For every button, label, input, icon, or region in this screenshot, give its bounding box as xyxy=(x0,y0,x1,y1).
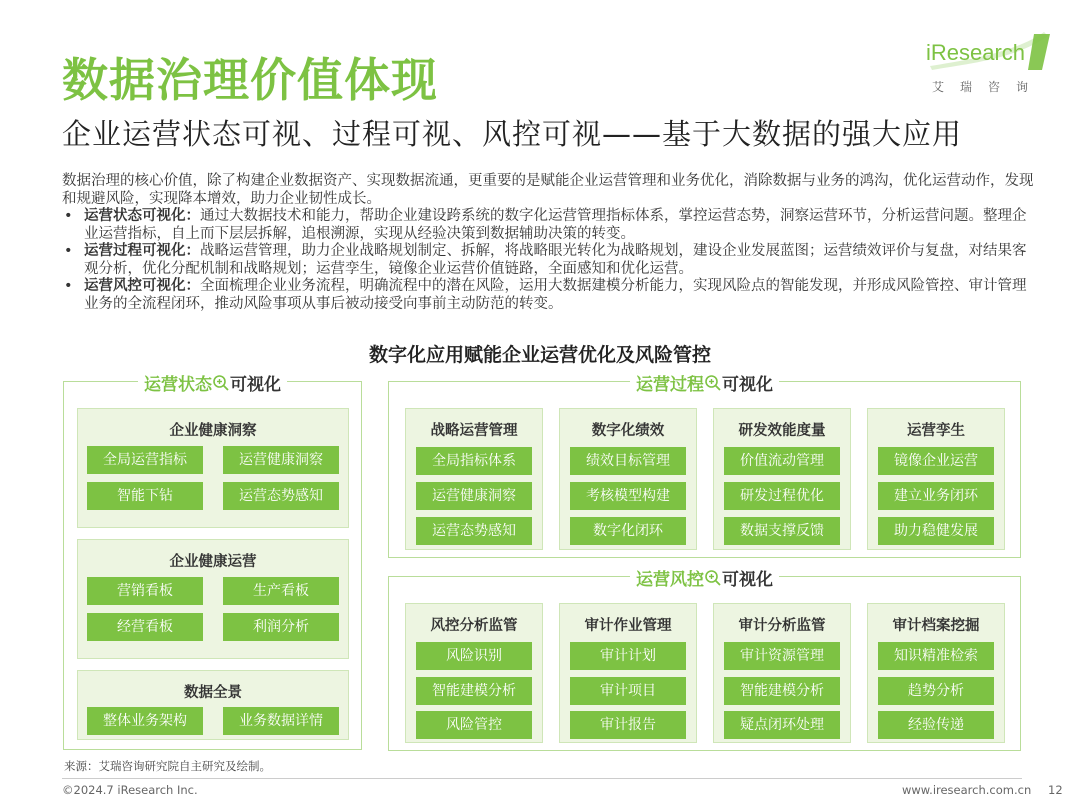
feature-chip: 绩效目标管理 xyxy=(570,447,686,475)
feature-chip: 审计资源管理 xyxy=(724,642,840,670)
logo-cn: 艾瑞咨询 xyxy=(932,80,1045,94)
feature-chip: 运营健康洞察 xyxy=(223,446,339,474)
feature-chip: 考核模型构建 xyxy=(570,482,686,510)
group-card xyxy=(713,603,851,743)
feature-chip: 智能下钻 xyxy=(87,482,203,510)
bullet-item xyxy=(62,243,1037,278)
feature-chip: 镜像企业运营 xyxy=(878,447,994,475)
iresearch-logo xyxy=(924,30,1054,100)
copyright: ©2024.7 iResearch Inc. xyxy=(62,783,198,797)
group-title: 企业健康运营 xyxy=(169,554,257,570)
panel-head-label: 运营状态 xyxy=(144,375,212,395)
feature-chip: 价值流动管理 xyxy=(724,447,840,475)
group-title: 研发效能度量 xyxy=(738,423,826,439)
bullet-dot: • xyxy=(64,278,73,294)
group-title: 运营孪生 xyxy=(907,423,965,439)
panel-head-suffix: 可视化 xyxy=(230,375,281,395)
feature-chip: 研发过程优化 xyxy=(724,482,840,510)
feature-chip: 疑点闭环处理 xyxy=(724,711,840,739)
group-title: 数据全景 xyxy=(184,685,242,701)
feature-chip: 风险管控 xyxy=(416,711,532,739)
group-title: 审计作业管理 xyxy=(584,618,672,634)
feature-chip: 运营健康洞察 xyxy=(416,482,532,510)
feature-chip: 全局运营指标 xyxy=(87,446,203,474)
feature-chip: 智能建模分析 xyxy=(724,677,840,705)
bullet-text: 战略运营管理，助力企业战略规划制定、拆解，将战略眼光转化为战略规划，建设企业发展蓝图；运营绩效评价与复盘，对结果客观分析，优化分配机制和战略规划；运营孪生，镜像企业运营价值链路，全面感知和优化运营。 xyxy=(84,243,1027,277)
group-title: 企业健康洞察 xyxy=(169,423,257,439)
feature-chip: 风险识别 xyxy=(416,642,532,670)
intro-paragraph: 数据治理的核心价值，除了构建企业数据资产、实现数据流通，更重要的是赋能企业运营管理和业务优化，消除数据与业务的鸿沟，优化运营动作，发现和规避风险，实现降本增效，助力企业韧性成长。 xyxy=(62,173,1034,207)
group-title: 审计分析监管 xyxy=(738,618,826,634)
bullet-head: 运营状态可视化： xyxy=(84,208,200,224)
page-title: 数据治理价值体现 xyxy=(62,53,438,107)
website-link[interactable]: www.iresearch.com.cn xyxy=(902,783,1032,797)
group-title: 审计档案挖掘 xyxy=(892,618,980,634)
bullet-dot: • xyxy=(64,208,73,224)
panel-process-head xyxy=(389,370,1020,395)
feature-chip: 审计项目 xyxy=(570,677,686,705)
bullet-head: 运营过程可视化： xyxy=(84,243,200,259)
bullet-dot: • xyxy=(64,243,73,259)
group-card xyxy=(867,603,1005,743)
panel-status-head xyxy=(64,370,361,395)
logo-word: iResearch xyxy=(926,40,1026,65)
intro-block xyxy=(62,173,1037,313)
panel-risk xyxy=(388,570,1021,751)
panel-risk-head xyxy=(389,565,1020,590)
bullet-text: 全面梳理企业业务流程，明确流程中的潜在风险，运用大数据建模分析能力，实现风险点的智能发现，并形成风险管控、审计管理业务的全流程闭环，推动风险事项从事后被动接受向事前主动防范的转变。 xyxy=(84,278,1027,312)
panel-process xyxy=(388,375,1021,558)
diagram-title: 数字化应用赋能企业运营优化及风险管控 xyxy=(368,344,711,366)
feature-chip: 生产看板 xyxy=(223,577,339,605)
feature-chip: 建立业务闭环 xyxy=(878,482,994,510)
footer-divider xyxy=(62,778,1022,779)
feature-chip: 运营态势感知 xyxy=(416,517,532,545)
magnifier-plus-icon xyxy=(212,374,230,392)
bullet-head: 运营风控可视化： xyxy=(84,278,200,294)
panel-head-suffix: 可视化 xyxy=(722,375,773,395)
magnifier-plus-icon xyxy=(704,374,722,392)
source-note: 来源：艾瑞咨询研究院自主研究及绘制。 xyxy=(64,759,271,773)
feature-chip: 审计报告 xyxy=(570,711,686,739)
feature-chip: 营销看板 xyxy=(87,577,203,605)
group-title: 风控分析监管 xyxy=(430,618,518,634)
panel-head-label: 运营风控 xyxy=(636,570,704,590)
panel-head-suffix: 可视化 xyxy=(722,570,773,590)
group-card xyxy=(559,603,697,743)
bullet-item xyxy=(62,208,1037,243)
group-card xyxy=(77,670,349,740)
group-card xyxy=(405,603,543,743)
group-card xyxy=(867,408,1005,550)
feature-chip: 数据支撑反馈 xyxy=(724,517,840,545)
group-card xyxy=(713,408,851,550)
feature-chip: 业务数据详情 xyxy=(223,707,339,735)
page-subtitle: 企业运营状态可视、过程可视、风控可视——基于大数据的强大应用 xyxy=(62,117,963,151)
panel-head-label: 运营过程 xyxy=(636,375,704,395)
feature-chip: 数字化闭环 xyxy=(570,517,686,545)
group-card xyxy=(77,408,349,528)
feature-chip: 利润分析 xyxy=(223,613,339,641)
feature-chip: 经验传递 xyxy=(878,711,994,739)
group-card xyxy=(77,539,349,659)
feature-chip: 智能建模分析 xyxy=(416,677,532,705)
panel-status xyxy=(63,375,362,750)
feature-chip: 全局指标体系 xyxy=(416,447,532,475)
feature-chip: 整体业务架构 xyxy=(87,707,203,735)
group-card xyxy=(559,408,697,550)
feature-chip: 经营看板 xyxy=(87,613,203,641)
group-card xyxy=(405,408,543,550)
page-number: 12 xyxy=(1048,783,1063,797)
feature-chip: 趋势分析 xyxy=(878,677,994,705)
feature-chip: 助力稳健发展 xyxy=(878,517,994,545)
bullet-item xyxy=(62,278,1037,313)
bullet-text: 通过大数据技术和能力，帮助企业建设跨系统的数字化运营管理指标体系，掌控运营态势，洞察运营环节，分析运营问题。整理企业运营指标，自上而下层层拆解，追根溯源，实现从经验决策到数据辅助决策的转变。 xyxy=(84,208,1027,242)
group-title: 数字化绩效 xyxy=(591,423,665,439)
feature-chip: 运营态势感知 xyxy=(223,482,339,510)
feature-chip: 审计计划 xyxy=(570,642,686,670)
group-title: 战略运营管理 xyxy=(430,423,518,439)
magnifier-plus-icon xyxy=(704,569,722,587)
feature-chip: 知识精准检索 xyxy=(878,642,994,670)
